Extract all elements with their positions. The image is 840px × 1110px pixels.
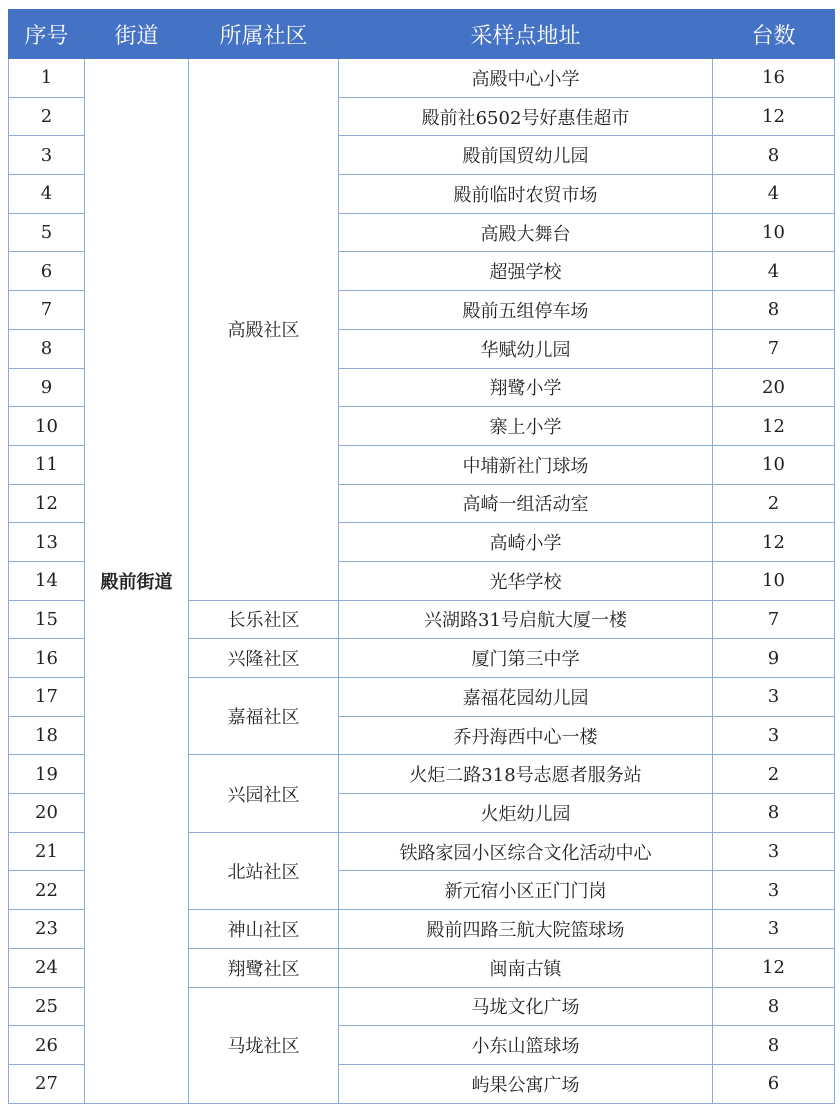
row-index: 18 <box>9 716 85 755</box>
community-name: 嘉福社区 <box>189 678 339 755</box>
station-count: 8 <box>713 136 835 175</box>
sampling-address: 火炬幼儿园 <box>339 794 713 833</box>
station-count: 10 <box>713 213 835 252</box>
station-count: 20 <box>713 368 835 407</box>
row-index: 12 <box>9 484 85 523</box>
sampling-address: 光华学校 <box>339 561 713 600</box>
sampling-address: 新元宿小区正门门岗 <box>339 871 713 910</box>
sampling-address: 殿前临时农贸市场 <box>339 175 713 214</box>
station-count: 3 <box>713 871 835 910</box>
sampling-sites-table <box>8 9 835 1104</box>
sampling-address: 马垅文化广场 <box>339 987 713 1026</box>
sampling-address: 华赋幼儿园 <box>339 329 713 368</box>
station-count: 8 <box>713 794 835 833</box>
sampling-address: 嘉福花园幼儿园 <box>339 678 713 717</box>
sampling-address: 屿果公寓广场 <box>339 1064 713 1103</box>
station-count: 7 <box>713 329 835 368</box>
sampling-address: 中埔新社门球场 <box>339 445 713 484</box>
station-count: 16 <box>713 59 835 98</box>
sampling-address: 殿前四路三航大院篮球场 <box>339 910 713 949</box>
station-count: 10 <box>713 445 835 484</box>
row-index: 9 <box>9 368 85 407</box>
row-index: 17 <box>9 678 85 717</box>
sampling-address: 高殿大舞台 <box>339 213 713 252</box>
station-count: 2 <box>713 484 835 523</box>
station-count: 3 <box>713 832 835 871</box>
row-index: 25 <box>9 987 85 1026</box>
sampling-sites-table-container <box>8 9 835 1104</box>
sampling-address: 闽南古镇 <box>339 948 713 987</box>
row-index: 22 <box>9 871 85 910</box>
row-index: 15 <box>9 600 85 639</box>
sampling-address: 高崎小学 <box>339 523 713 562</box>
sampling-address: 殿前五组停车场 <box>339 291 713 330</box>
row-index: 21 <box>9 832 85 871</box>
row-index: 26 <box>9 1026 85 1065</box>
community-name: 马垅社区 <box>189 987 339 1103</box>
row-index: 13 <box>9 523 85 562</box>
community-name: 长乐社区 <box>189 600 339 639</box>
header-address: 采样点地址 <box>339 10 713 59</box>
row-index: 2 <box>9 97 85 136</box>
table-row <box>9 59 835 98</box>
community-name: 北站社区 <box>189 832 339 909</box>
station-count: 6 <box>713 1064 835 1103</box>
sampling-address: 殿前社6502号好惠佳超市 <box>339 97 713 136</box>
station-count: 8 <box>713 1026 835 1065</box>
station-count: 4 <box>713 252 835 291</box>
row-index: 14 <box>9 561 85 600</box>
table-body <box>9 59 835 1104</box>
row-index: 8 <box>9 329 85 368</box>
table-header <box>9 10 835 59</box>
station-count: 12 <box>713 97 835 136</box>
header-community: 所属社区 <box>189 10 339 59</box>
station-count: 10 <box>713 561 835 600</box>
station-count: 2 <box>713 755 835 794</box>
row-index: 10 <box>9 407 85 446</box>
sampling-address: 超强学校 <box>339 252 713 291</box>
station-count: 12 <box>713 523 835 562</box>
row-index: 24 <box>9 948 85 987</box>
row-index: 23 <box>9 910 85 949</box>
community-name: 翔鹭社区 <box>189 948 339 987</box>
sampling-address: 寨上小学 <box>339 407 713 446</box>
community-name: 神山社区 <box>189 910 339 949</box>
sampling-address: 厦门第三中学 <box>339 639 713 678</box>
station-count: 9 <box>713 639 835 678</box>
sampling-address: 铁路家园小区综合文化活动中心 <box>339 832 713 871</box>
station-count: 8 <box>713 987 835 1026</box>
station-count: 3 <box>713 716 835 755</box>
row-index: 1 <box>9 59 85 98</box>
row-index: 16 <box>9 639 85 678</box>
row-index: 27 <box>9 1064 85 1103</box>
row-index: 5 <box>9 213 85 252</box>
header-row <box>9 10 835 59</box>
header-count: 台数 <box>713 10 835 59</box>
sampling-address: 高崎一组活动室 <box>339 484 713 523</box>
sampling-address: 高殿中心小学 <box>339 59 713 98</box>
community-name: 兴隆社区 <box>189 639 339 678</box>
station-count: 3 <box>713 678 835 717</box>
row-index: 20 <box>9 794 85 833</box>
sampling-address: 小东山篮球场 <box>339 1026 713 1065</box>
community-name: 高殿社区 <box>189 59 339 601</box>
sampling-address: 乔丹海西中心一楼 <box>339 716 713 755</box>
sampling-address: 翔鹭小学 <box>339 368 713 407</box>
station-count: 12 <box>713 948 835 987</box>
station-count: 4 <box>713 175 835 214</box>
header-index: 序号 <box>9 10 85 59</box>
row-index: 19 <box>9 755 85 794</box>
station-count: 7 <box>713 600 835 639</box>
sampling-address: 殿前国贸幼儿园 <box>339 136 713 175</box>
station-count: 12 <box>713 407 835 446</box>
community-name: 兴园社区 <box>189 755 339 832</box>
row-index: 3 <box>9 136 85 175</box>
row-index: 4 <box>9 175 85 214</box>
row-index: 7 <box>9 291 85 330</box>
row-index: 11 <box>9 445 85 484</box>
station-count: 3 <box>713 910 835 949</box>
header-street: 街道 <box>85 10 189 59</box>
row-index: 6 <box>9 252 85 291</box>
street-name: 殿前街道 <box>85 59 189 1104</box>
sampling-address: 兴湖路31号启航大厦一楼 <box>339 600 713 639</box>
sampling-address: 火炬二路318号志愿者服务站 <box>339 755 713 794</box>
station-count: 8 <box>713 291 835 330</box>
